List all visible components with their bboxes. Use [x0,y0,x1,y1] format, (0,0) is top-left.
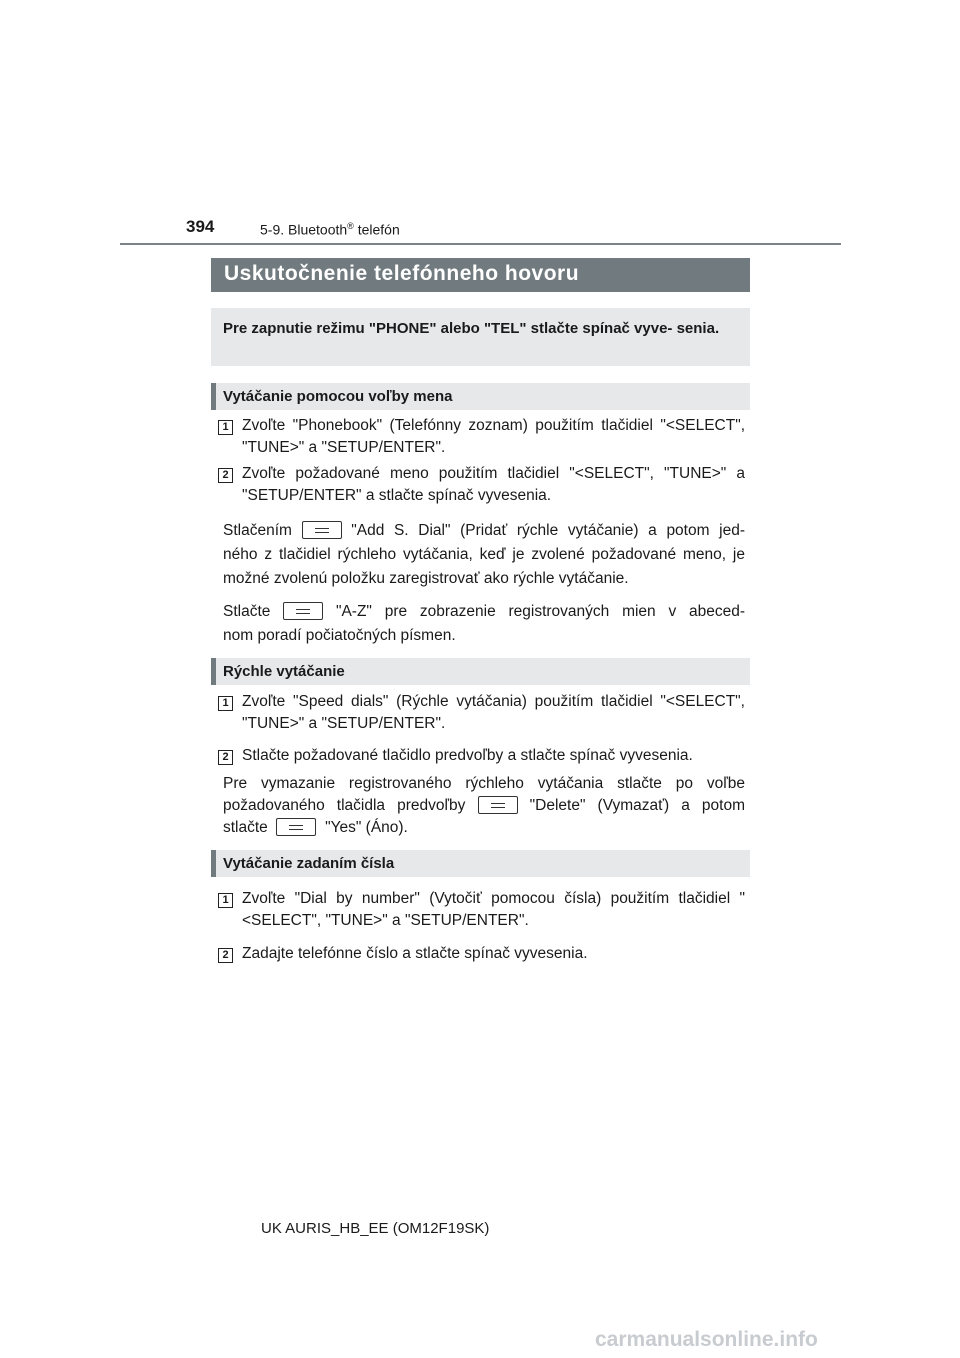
registered-mark: ® [347,221,354,231]
section-heading-marker [211,383,216,410]
note-line [223,600,745,624]
note-text: "Delete" (Vymazať) a potom [529,797,746,814]
page-title: Uskutočnenie telefónneho hovoru [224,262,580,285]
header-divider [120,243,841,245]
note-text: požadovaného tlačidla predvoľby [223,797,466,814]
section-heading-marker [211,658,216,685]
note-line [223,816,745,840]
footer-model-code: UK AURIS_HB_EE (OM12F19SK) [261,1220,490,1237]
screen-button-icon [478,796,518,814]
step-number: 2 [218,468,233,483]
section-heading-marker [211,850,216,877]
note-text: "A-Z" pre zobrazenie registrovaných mien v abeced- [335,603,745,620]
note-line: Pre vymazanie registrovaného rýchleho vytáčania stlačte po voľbe [223,775,745,792]
note-text: Stlačte [223,603,271,620]
step-number: 1 [218,893,233,908]
screen-button-icon [276,818,316,836]
step-text: Zadajte telefónne číslo a stlačte spínač vyvesenia. [242,945,588,962]
step-number: 2 [218,948,233,963]
intro-text: Pre zapnutie režimu "PHONE" alebo "TEL" stlačte spínač vyve- senia. [223,320,720,337]
step-number: 1 [218,696,233,711]
note-text: Stlačením [223,522,292,539]
step-text: Zvoľte "Speed dials" (Rýchle vytáčania) použitím tlačidiel "<SELECT", "TUNE>" a "SETUP/ENTER". [242,693,745,732]
note-text: stlačte [223,819,268,836]
screen-button-icon [283,602,323,620]
note-text: "Yes" (Áno). [325,819,408,836]
page-number: 394 [186,217,215,236]
note-line [223,519,745,543]
section-heading-speed-dial: Rýchle vytáčanie [223,663,345,680]
section-suffix: telefón [353,221,400,238]
section-heading-name-dialing: Vytáčanie pomocou voľby mena [223,388,453,405]
step-text: Zvoľte "Dial by number" (Vytočiť pomocou čísla) použitím tlačidiel "<SELECT", "TUNE>" a "SETUP/ENTER". [242,890,745,929]
screen-button-icon [302,521,342,539]
note-text: ného z tlačidiel rýchleho vytáčania, keď je zvolené požadované meno, je možné zvolenú položku zaregistrovať ako rýchle vytáčanie. [223,546,745,587]
note-line [223,794,745,818]
step-number: 2 [218,750,233,765]
section-prefix: 5-9. Bluetooth [260,221,348,238]
section-heading-number-dialing: Vytáčanie zadaním čísla [223,855,395,872]
section-reference [260,221,400,238]
step-number: 1 [218,420,233,435]
note-text: nom poradí počiatočných písmen. [223,627,456,644]
step-text: Stlačte požadované tlačidlo predvoľby a stlačte spínač vyvesenia. [242,747,693,764]
step-text: Zvoľte požadované meno použitím tlačidiel "<SELECT", "TUNE>" a "SETUP/ENTER" a stlačte spínač vyvesenia. [242,465,745,504]
note-text: "Add S. Dial" (Pridať rýchle vytáčanie) a potom jed- [351,522,746,539]
step-text: Zvoľte "Phonebook" (Telefónny zoznam) použitím tlačidiel "<SELECT", "TUNE>" a "SETUP/ENTER". [242,417,745,456]
watermark: carmanualsonline.info [595,1328,818,1351]
